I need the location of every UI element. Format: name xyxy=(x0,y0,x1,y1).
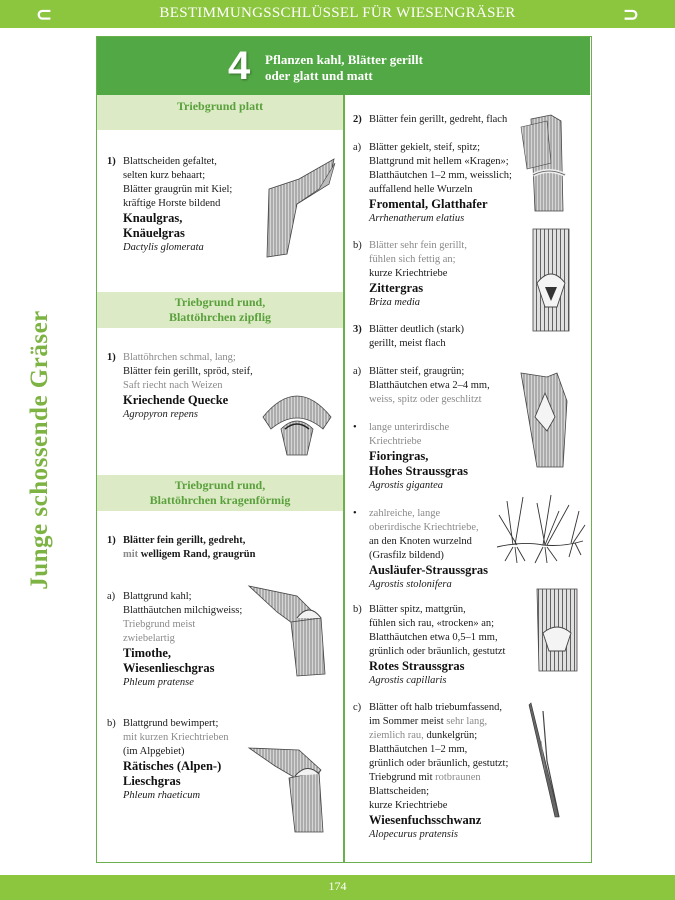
key-header xyxy=(97,37,590,95)
grass-stolon-illustration xyxy=(493,491,587,565)
band-triebgrund-platt: Triebgrund platt xyxy=(97,95,343,130)
chevron-right-icon: ⊃ xyxy=(622,2,640,26)
top-bar xyxy=(0,0,675,28)
next-page-button[interactable] xyxy=(617,3,645,25)
species-name: Wiesenlieschgras xyxy=(123,661,215,675)
latin-name: Agropyron repens xyxy=(123,409,198,420)
grass-base-illustration xyxy=(259,377,335,457)
species-name: Lieschgras xyxy=(123,774,181,788)
species-name: Rätisches (Alpen-) xyxy=(123,759,222,773)
latin-name: Arrhenatherum elatius xyxy=(369,213,465,224)
species-name: Rotes Straussgras xyxy=(369,659,465,673)
page-header-title: BESTIMMUNGSSCHLÜSSEL FÜR WIESENGRÄSER xyxy=(159,5,516,21)
grass-base-illustration xyxy=(517,113,579,213)
grass-base-illustration xyxy=(247,742,329,834)
grass-base-illustration xyxy=(533,587,581,673)
key-heading: Pflanzen kahl, Blätter gerillt oder glatt und matt xyxy=(265,52,423,83)
grass-base-illustration xyxy=(527,227,577,333)
side-title: Junge schossende Gräser xyxy=(26,310,53,590)
species-name: Hohes Straussgras xyxy=(369,464,468,478)
species-name: Zittergras xyxy=(369,281,424,295)
band-triebgrund-rund-zipflig: Triebgrund rund, Blattöhrchen zipflig xyxy=(97,292,343,328)
latin-name: Agrostis stolonifera xyxy=(369,579,452,590)
latin-name: Phleum rhaeticum xyxy=(123,790,201,801)
latin-name: Agrostis gigantea xyxy=(369,480,443,491)
species-name: Wiesenfuchsschwanz xyxy=(369,813,482,827)
species-name: Fromental, Glatthafer xyxy=(369,197,488,211)
latin-name: Alopecurus pratensis xyxy=(369,829,458,840)
bottom-bar xyxy=(0,875,675,900)
species-name: Timothe, xyxy=(123,646,172,660)
key-table: 4 Pflanzen kahl, Blätter gerillt oder glatt und matt Triebgrund platt 1) Blattscheiden gefaltet, selten kurz behaart; Blätter graugrün mit Kiel; kräftige Horste bildend Knaulgras, Knäuelgras Dactylis glomerata Triebgrund rund, Blattöhrchen zipflig 1) Blattöhrchen schmal, lang; Blätter fein gerillt, spröd, steif, Saft riecht nach Weizen Kriechende Quecke Agropyron repens Triebgrund rund, Blattöhrchen kragenförmig 1) Blätter fein gerillt, gedreht, mit welligem Rand, graugrün a) Blattgrund kahl; Blatthäutchen milchigweiss; Triebgrund meist zwiebelartig Timothe, Wiesenlieschgras Phleum pratense b) Blattgrund bewimpert; mit kurzen Kriechtrieben (im Alpgebiet) Rätisches (Alpen-) Lieschgras Phleum rhaeticum 2) Blätter fein gerillt, gedreht, flach a) Blätter gekielt, steif, spitz; Blattgrund mit hellem «Kragen»; Blatthäutchen 1–2 mm, weisslich; auffallend helle Wurzeln Fromental, Glatthafer Arrhenatherum elatius b) Blätter sehr fein gerillt, fühlen sich fettig an; kurze Kriechtriebe Zittergras Briza media 3) Blätter deutlich (stark) gerillt, meist flach a) Blätter steif, graugrün; Blatthäutchen etwa 2–4 mm, weiss, spitz oder geschlitzt • lange unterirdische Kriechtriebe Fioringras, Hohes Straussgras Agrostis gigantea • zahlreiche, lange oberirdische Kriechtriebe, an den Knoten wurzelnd (Grasfilz bildend) Ausläufer-Straussgras Agrostis stolonifera b) Blätter spitz, mattgrün, fühlen sich rau, «trocken» an; Blatthäutchen etwa 0,5–1 mm, grünlich oder bräunlich, gestutzt Rotes Straussgras Agrostis capillaris c) Blätter oft halb triebumfassend, im Sommer meist sehr lang, ziemlich rau, dunkelgrün; Blatthäutchen 1–2 mm, grünlich oder bräunlich, gestutzt; Triebgrund mit rotbraunen Blattscheiden; kurze Kriechtriebe Wiesenfuchsschwanz Alopecurus pratensis xyxy=(96,36,592,863)
species-name: Fioringras, xyxy=(369,449,429,463)
latin-name: Briza media xyxy=(369,297,421,308)
species-name: Knäuelgras xyxy=(123,226,185,240)
key-number: 4 xyxy=(228,44,251,88)
column-divider xyxy=(343,95,345,862)
species-name: Knaulgras, xyxy=(123,211,183,225)
grass-leaf-illustration xyxy=(521,701,577,819)
latin-name: Phleum pratense xyxy=(123,677,194,688)
chevron-left-icon: ⊂ xyxy=(35,2,53,26)
grass-base-illustration xyxy=(247,582,333,678)
latin-name: Agrostis capillaris xyxy=(369,675,447,686)
page-number: 174 xyxy=(328,879,347,893)
species-name: Kriechende Quecke xyxy=(123,393,229,407)
grass-base-illustration xyxy=(259,149,337,261)
grass-base-illustration xyxy=(517,371,577,469)
species-name: Ausläufer-Straussgras xyxy=(369,563,488,577)
band-triebgrund-rund-kragen: Triebgrund rund, Blattöhrchen kragenförmig xyxy=(97,475,343,511)
latin-name: Dactylis glomerata xyxy=(123,242,204,253)
